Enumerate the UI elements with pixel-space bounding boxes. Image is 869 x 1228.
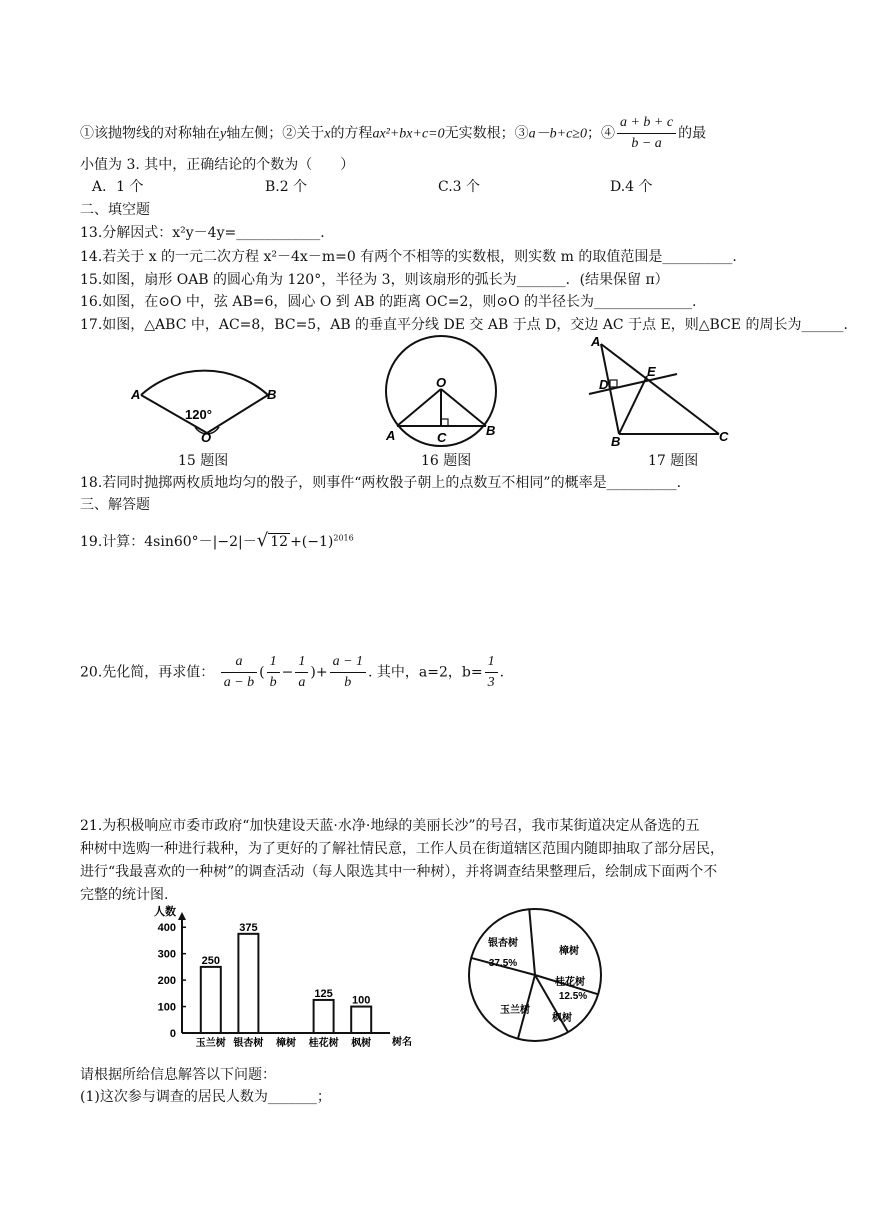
question-21-prompt: 请根据所给信息解答以下问题： (80, 1067, 276, 1083)
option-b: B.2 个 (265, 179, 308, 195)
fraction-denominator: b − a (631, 136, 662, 151)
question-14: 14.若关于 x 的一元二次方程 x²－4x－m=0 有两个不相等的实数根，则实数 m 的取值范围是__________. (80, 249, 737, 265)
pie-chart (465, 898, 610, 1053)
pie-slice-label: 枫树 (552, 1013, 572, 1024)
figure-16-caption: 16 题图 (421, 453, 472, 469)
question-20: 20.先化简，再求值： $\frac{a}{a - b}$ ( $\frac{1}{b}$ − $\frac{1}{a}$ )+ $\frac{a - 1}{b}$ . 其中，a=2，b= $\frac{1}{3}$ . (80, 652, 504, 693)
fraction-denominator: 3 (487, 675, 495, 690)
fig17-label-d: D (599, 377, 609, 392)
q12-inequality: a－b+c≥0 (528, 126, 587, 142)
q20-fraction-1 (221, 652, 257, 693)
q19-radicand: 12 (270, 534, 289, 550)
bar-category-label: 樟树 (276, 1038, 296, 1049)
pie-slice-label: 桂花树 (555, 977, 585, 988)
bar-category-label: 银杏树 (233, 1038, 264, 1049)
question-17: 17.如图，△ABC 中，AC=8，BC=5，AB 的垂直平分线 DE 交 AB 于点 D，交边 AC 于点 E，则△BCE 的周长为______. (80, 317, 848, 333)
q12-text: 轴左侧；②关于 (226, 125, 325, 142)
bar (314, 1000, 334, 1033)
q20-text: . 其中，a=2，b= (368, 664, 483, 681)
bar-chart-y-tick-label: 300 (157, 948, 176, 961)
bar-value-label: 125 (314, 987, 333, 1000)
figure-17-triangle (585, 334, 745, 449)
bar (351, 1007, 371, 1033)
fraction-numerator: a − 1 (330, 652, 366, 673)
bar (201, 967, 221, 1033)
bar-category-label: 玉兰树 (195, 1038, 226, 1049)
figure-17-caption: 17 题图 (648, 453, 699, 469)
q12-line2: 小值为 3. 其中，正确结论的个数为（ ） (80, 157, 355, 173)
q20-fraction-4 (330, 652, 366, 693)
q20-fraction-5 (485, 652, 498, 693)
question-21-line3: 进行“我最喜欢的一种树”的调查活动（每人限选其中一种树），并将调查结果整理后，绘制成下面两个不 (80, 864, 718, 880)
fraction-denominator: a (298, 675, 306, 690)
fig15-angle: 120° (185, 407, 212, 422)
bar-chart-y-tick-label: 0 (169, 1028, 176, 1040)
question-21-line4: 完整的统计图. (80, 887, 169, 903)
fig17-label-e: E (647, 364, 656, 379)
bar-value-label: 100 (352, 994, 371, 1007)
q12-fraction (617, 113, 676, 154)
fraction-denominator: a − b (223, 675, 255, 690)
fraction-denominator: b (344, 675, 352, 690)
option-d: D.4 个 (610, 179, 653, 195)
q12-text: ①该抛物线的对称轴在 (80, 125, 220, 142)
fig16-label-c: C (437, 430, 447, 445)
bar-chart-ylabel: 人数 (154, 906, 176, 918)
pie-slice-label: 玉兰树 (500, 1005, 530, 1016)
bar-chart-y-arrow (178, 912, 186, 920)
option-c: C.3 个 (438, 179, 481, 195)
question-21-line1: 21.为积极响应市委市政府“加快建设天蓝·水净·地绿的美丽长沙”的号召，我市某街道决定从备选的五 (80, 818, 700, 834)
question-13: 13.分解因式：x²y－4y=____________. (80, 225, 325, 241)
fig16-label-a: A (386, 428, 396, 443)
question-19 (80, 530, 354, 551)
section-heading-solve: 三、解答题 (80, 497, 150, 513)
q20-fraction-2 (267, 652, 280, 693)
bar-chart-y-tick-label: 400 (157, 922, 176, 935)
q20-text: . (499, 664, 505, 681)
q12-text: 的最 (678, 125, 707, 142)
fig15-label-a: A (131, 387, 141, 402)
q20-text: 20.先化简，再求值： (80, 664, 215, 681)
fraction-numerator: 1 (485, 652, 498, 673)
bar-value-label: 250 (201, 954, 220, 967)
fraction-numerator: a (221, 652, 257, 673)
fig16-label-o: O (436, 375, 447, 390)
figure-15-caption: 15 题图 (178, 453, 229, 469)
q12-line1 (80, 113, 706, 154)
question-16: 16.如图，在⊙O 中，弦 AB=6，圆心 O 到 AB 的距离 OC=2，则⊙O 的半径长为______________. (80, 294, 697, 310)
bar-chart-y-tick-label: 200 (157, 975, 176, 988)
bar (238, 934, 258, 1033)
bar-chart (140, 900, 420, 1052)
section-heading-fill: 二、填空题 (80, 202, 150, 218)
q12-text: ；④ (586, 125, 615, 142)
pie-slice-percent: 37.5% (488, 958, 518, 969)
bar-value-label: 375 (239, 921, 258, 934)
q12-text: 的方程 (330, 125, 373, 142)
fig16-label-b: B (486, 423, 496, 438)
question-18: 18.若同时抛掷两枚质地均匀的骰子，则事件“两枚骰子朝上的点数互不相同”的概率是__________. (80, 475, 682, 491)
q19-exponent: 2016 (333, 533, 354, 543)
fraction-denominator: b (269, 675, 277, 690)
question-21-part1: (1)这次参与调查的居民人数为_______； (80, 1089, 331, 1105)
question-15: 15.如图，扇形 OAB 的圆心角为 120°，半径为 3，则该扇形的弧长为_______．(结果保留 π） (80, 272, 669, 288)
q12-text: 无实数根；③ (444, 125, 529, 142)
bar-chart-xlabel: 树名 (392, 1037, 412, 1048)
q19-text: +(−1) (290, 534, 334, 550)
q12-equation: ax²+bx+c=0 (372, 126, 445, 142)
bar-chart-y-tick-label: 100 (157, 1001, 176, 1014)
pie-slice-label: 银杏树 (488, 938, 518, 949)
fraction-numerator: a + b + c (617, 113, 676, 134)
bar-category-label: 枫树 (351, 1038, 372, 1049)
question-21-line2: 种树中选购一种进行栽种，为了更好的了解社情民意，工作人员在街道辖区范围内随即抽取了部分居民， (80, 841, 724, 857)
fraction-numerator: 1 (267, 652, 280, 673)
pie-slice-label: 樟树 (559, 946, 579, 957)
q19-text: 19.计算：4sin60°－|−2|－ (80, 534, 257, 550)
figure-16-circle (382, 334, 512, 449)
fig17-label-c: C (719, 429, 729, 444)
pie-slice-percent: 12.5% (558, 991, 588, 1002)
fig17-label-b: B (611, 434, 621, 449)
bar-category-label: 桂花树 (308, 1038, 339, 1049)
q12-var: x (324, 126, 331, 142)
sqrt-symbol: √ (256, 530, 269, 551)
figure-15-sector (125, 345, 285, 445)
q12-var: y (220, 126, 227, 142)
option-a: A．1 个 (92, 179, 144, 195)
fig17-label-a: A (591, 334, 601, 349)
q20-fraction-3 (295, 652, 308, 693)
fig15-label-b: B (267, 387, 277, 402)
fraction-numerator: 1 (295, 652, 308, 673)
fig15-label-o: O (201, 430, 212, 445)
